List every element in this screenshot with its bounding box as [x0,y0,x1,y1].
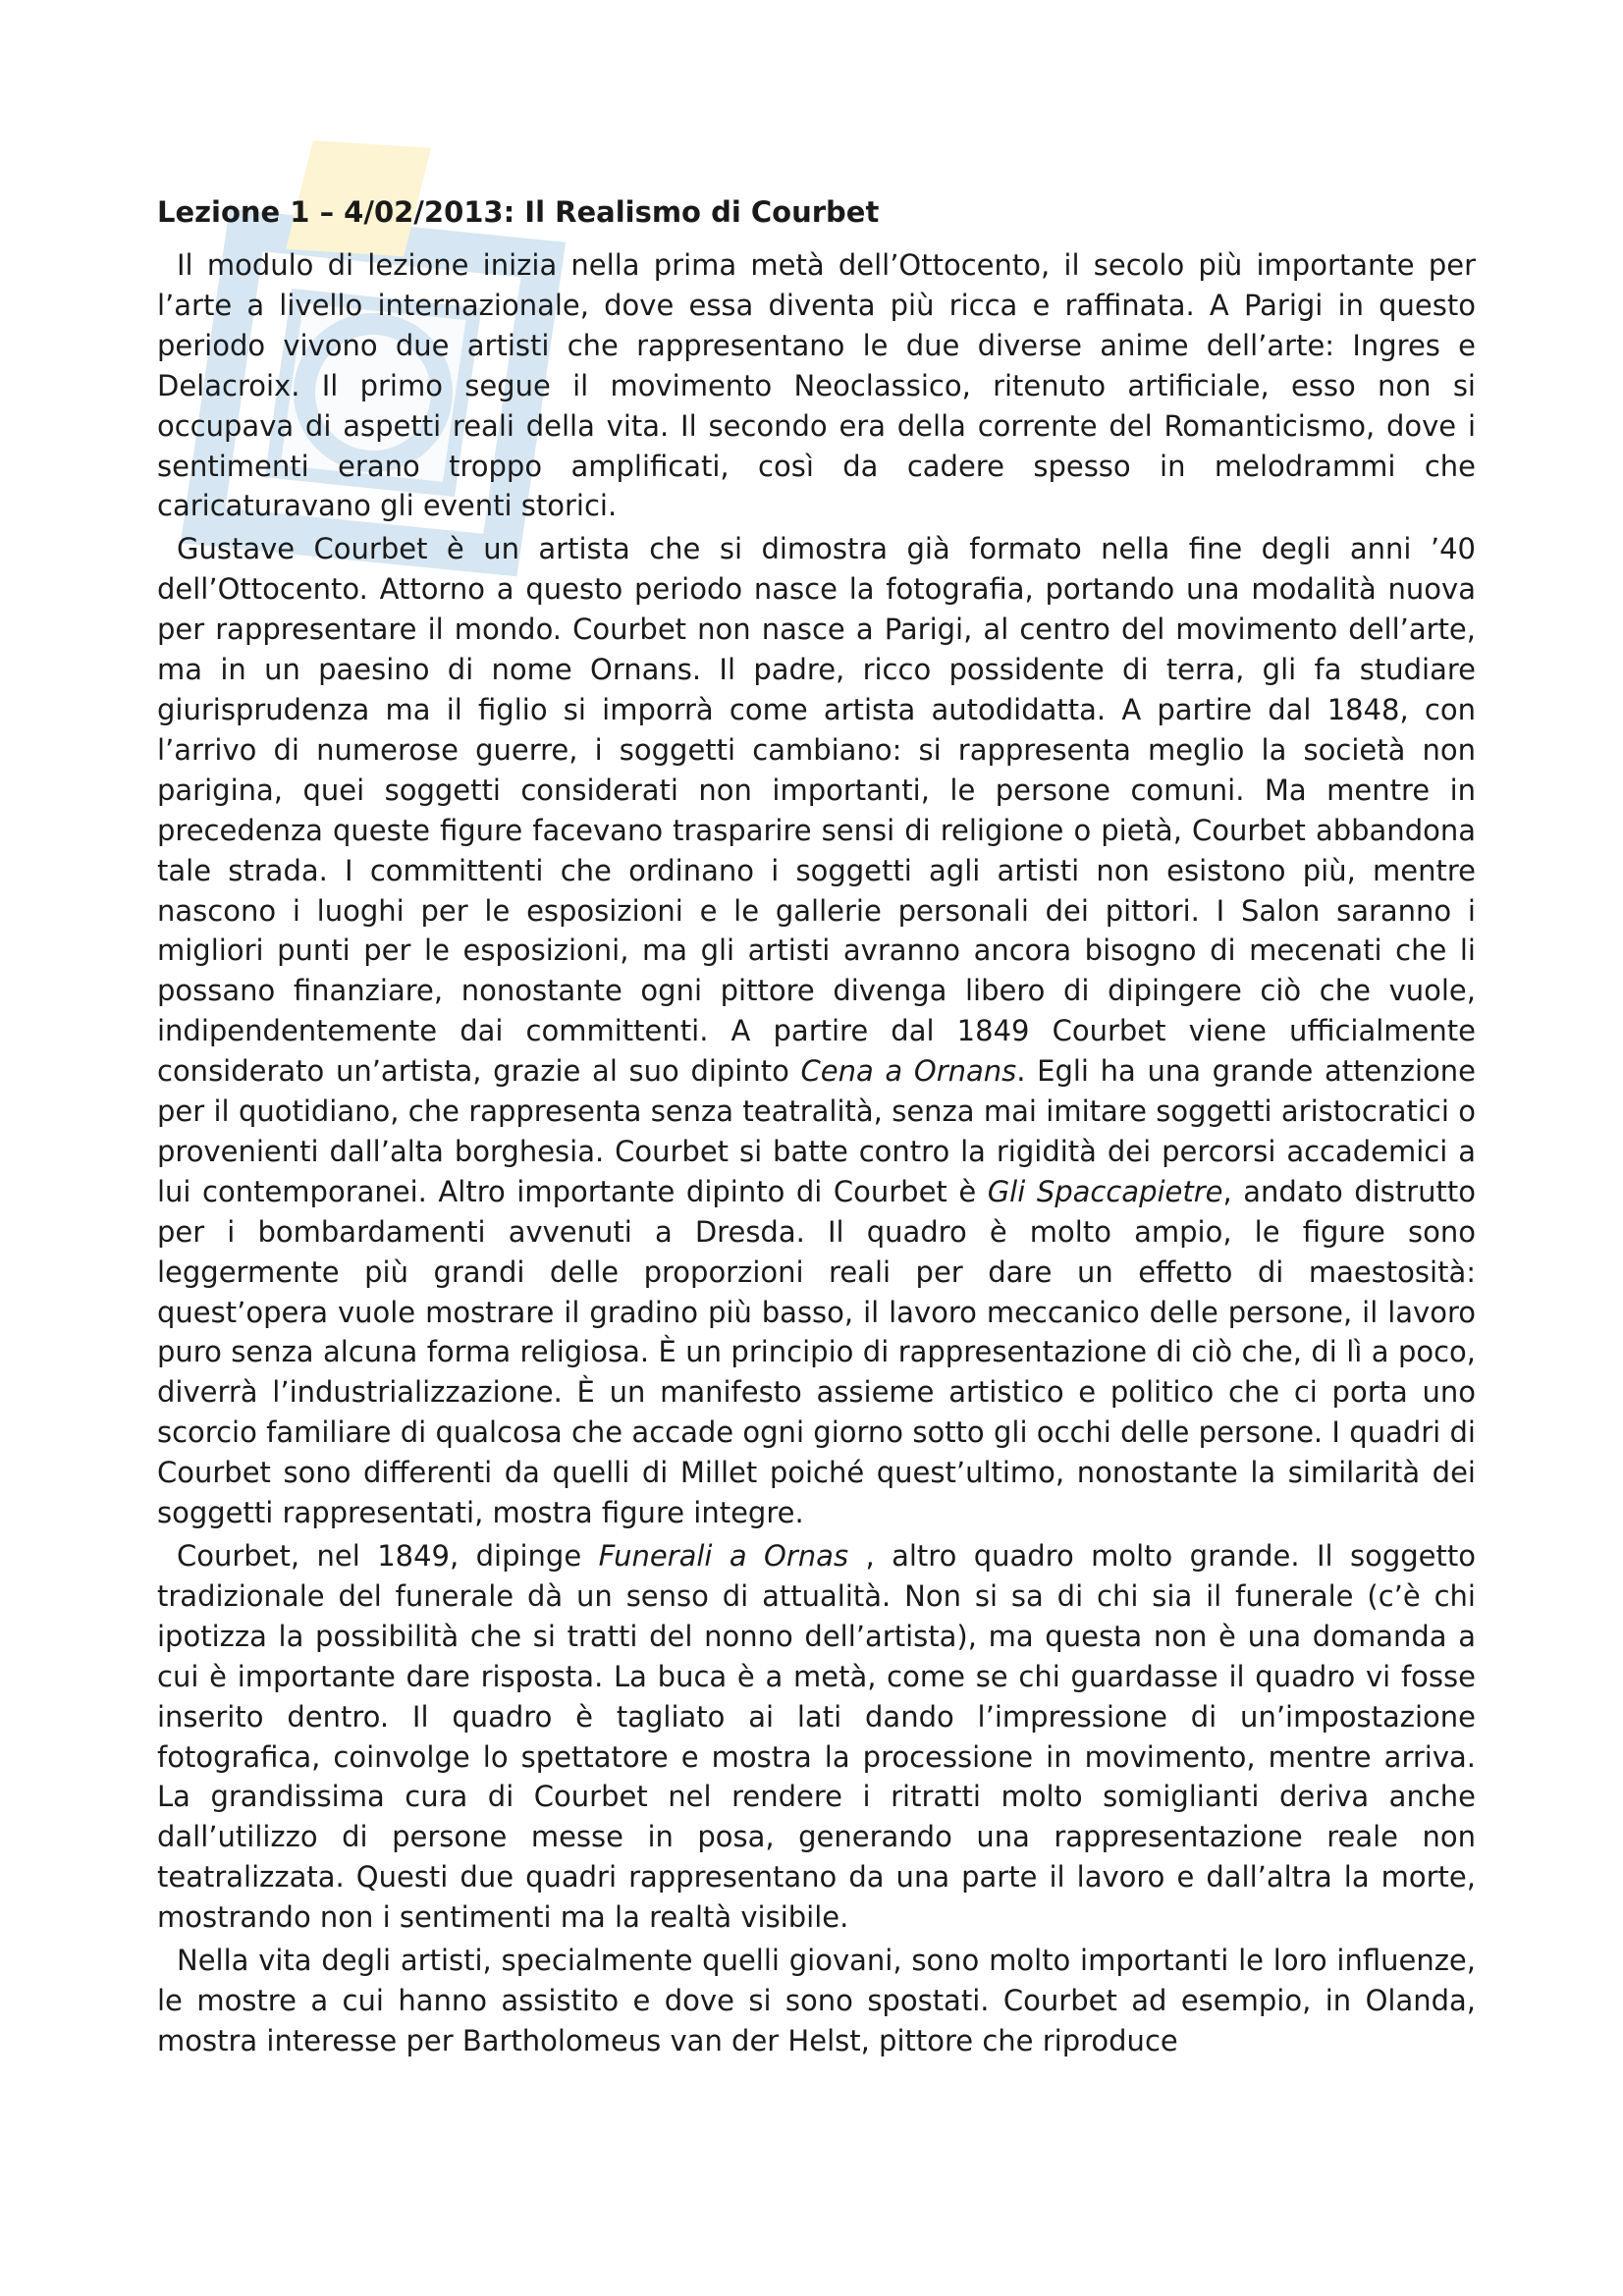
artwork-title: Funerali a Ornas [598,1539,849,1573]
page-title: Lezione 1 – 4/02/2013: Il Realismo di Courbet [157,195,880,229]
body-paragraph [157,1941,1476,2061]
body-paragraph [157,1536,1476,1938]
document-body [157,245,1476,2061]
body-paragraph [157,529,1476,1533]
paragraph-text: Nella vita degli artisti, specialmente quelli giovani, sono molto importanti le loro influenze, le mostre a cui hanno assistito e dove si sono spostati. Courbet ad esempio, in Olanda, mostra interesse per Bartholomeus van der Helst, pittore che riproduce [157,1944,1476,2057]
body-paragraph [157,245,1476,526]
paragraph-text: , altro quadro molto grande. Il soggetto tradizionale del funerale dà un senso di attualità. Non si sa di chi sia il funerale (c’è chi ipotizza la possibilità che si tratti del nonno dell’artista), ma questa non è una domanda a cui è importante dare risposta. La buca è a metà, come se chi guardasse il quadro vi fosse inserito dentro. Il quadro è tagliato ai lati dando l’impressione di un’impostazione fotografica, coinvolge lo spettatore e mostra la processione in movimento, mentre arriva. La grandissima cura di Courbet nel rendere i ritratti molto somiglianti deriva anche dall’utilizzo di persone messe in posa, generando una rappresentazione reale non teatralizzata. Questi due quadri rappresentano da una parte il lavoro e dall’altra la morte, mostrando non i sentimenti ma la realtà visibile. [157,1539,1476,1935]
paragraph-text: , andato distrutto per i bombardamenti avvenuti a Dresda. Il quadro è molto ampio, le figure sono leggermente più grandi delle proporzioni reali per dare un effetto di maestosità: quest’opera vuole mostrare il gradino più basso, il lavoro meccanico delle persone, il lavoro puro senza alcuna forma religiosa. È un principio di rappresentazione di ciò che, di lì a poco, diverrà l’industrializzazione. È un manifesto assieme artistico e politico che ci porta uno scorcio familiare di qualcosa che accade ogni giorno sotto gli occhi delle persone. I quadri di Courbet sono differenti da quelli di Millet poiché quest’ultimo, nonostante la similarità dei soggetti rappresentati, mostra figure integre. [157,1174,1476,1530]
artwork-title: Gli Spaccapietre [987,1174,1223,1208]
paragraph-text: Gustave Courbet è un artista che si dimostra già formato nella fine degli anni ’40 dell’Ottocento. Attorno a questo periodo nasce la fotografia, portando una modalità nuova per rappresentare il mondo. Courbet non nasce a Parigi, al centro del movimento dell’arte, ma in un paesino di nome Ornans. Il padre, ricco possidente di terra, gli fa studiare giurisprudenza ma il figlio si imporrà come artista autodidatta. A partire dal 1848, con l’arrivo di numerose guerre, i soggetti cambiano: si rappresenta meglio la società non parigina, quei soggetti considerati non importanti, le persone comuni. Ma mentre in precedenza queste figure facevano trasparire sensi di religione o pietà, Courbet abbandona tale strada. I committenti che ordinano i soggetti agli artisti non esistono più, mentre nascono i luoghi per le esposizioni e le gallerie personali dei pittori. I Salon saranno i migliori punti per le esposizioni, ma gli artisti avranno ancora bisogno di mecenati che li possano finanziare, nonostante ogni pittore divenga libero di dipingere ciò che vuole, indipendentemente dai committenti. A partire dal 1849 Courbet viene ufficialmente considerato un’artista, grazie al suo dipinto [157,532,1476,1089]
paragraph-text: Il modulo di lezione inizia nella prima metà dell’Ottocento, il secolo più importante per l’arte a livello internazionale, dove essa diventa più ricca e raffinata. A Parigi in questo periodo vivono due artisti che rappresentano le due diverse anime dell’arte: Ingres e Delacroix. Il primo segue il movimento Neoclassico, ritenuto artificiale, esso non si occupava di aspetti reali della vita. Il secondo era della corrente del Romanticismo, dove i sentimenti erano troppo amplificati, così da cadere spesso in melodrammi che caricaturavano gli eventi storici. [157,248,1476,523]
document-page [157,192,1476,2064]
artwork-title: Cena a Ornans [800,1054,1017,1089]
paragraph-text: . Egli ha una grande attenzione per il quotidiano, che rappresenta senza teatralità, senza mai imitare soggetti aristocratici o provenienti dall’alta borghesia. Courbet si batte contro la rigidità dei percorsi accademici a lui contemporanei. Altro importante dipinto di Courbet è [157,1054,1477,1208]
paragraph-text: Courbet, nel 1849, dipinge [177,1539,599,1573]
